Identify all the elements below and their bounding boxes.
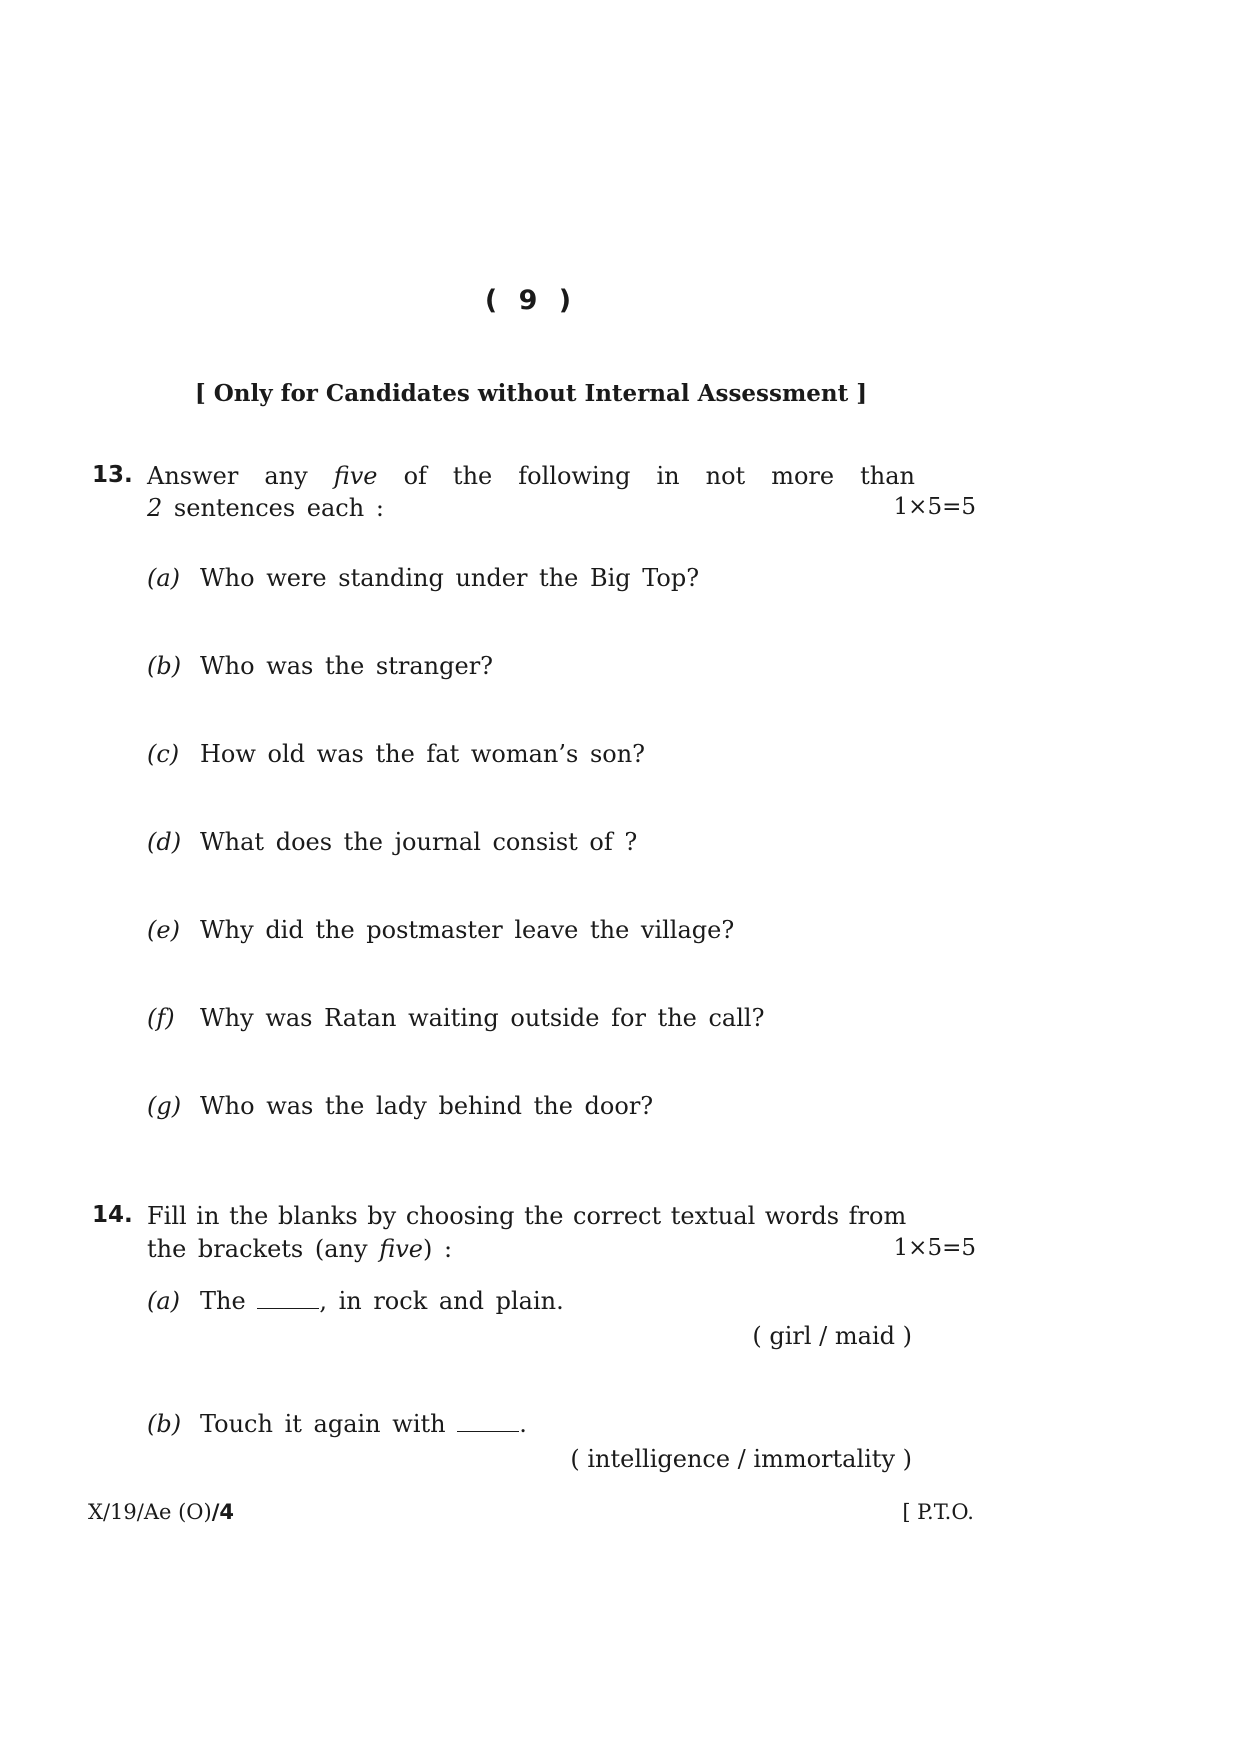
question-13-line-1: Answer any five of the following in not more than xyxy=(147,462,916,490)
q14-item-b-options: ( intelligence / immortality ) xyxy=(570,1445,912,1473)
q14-item-b-label: (b) xyxy=(147,1410,182,1438)
q13-item-d-text: What does the journal consist of ? xyxy=(200,828,638,856)
question-13-line-2: 2 sentences each : xyxy=(147,494,384,522)
question-13-marks: 1×5=5 xyxy=(893,494,976,520)
q13-item-a-label: (a) xyxy=(147,564,181,592)
page-number: ( 9 ) xyxy=(484,285,578,316)
q13-item-f-text: Why was Ratan waiting outside for the call? xyxy=(200,1004,765,1032)
q13-item-c-label: (c) xyxy=(147,740,180,768)
q14-item-a-options: ( girl / maid ) xyxy=(752,1322,912,1350)
q13-item-b-text: Who was the stranger? xyxy=(200,652,494,680)
paper-code: X/19/Ae (O)/4 xyxy=(88,1500,234,1524)
q13-item-g-text: Who was the lady behind the door? xyxy=(200,1092,654,1120)
answer-blank xyxy=(257,1290,319,1309)
q13-item-e-label: (e) xyxy=(147,916,180,944)
q13-item-c-text: How old was the fat woman’s son? xyxy=(200,740,646,768)
q13-item-b-label: (b) xyxy=(147,652,182,680)
q13-item-a-text: Who were standing under the Big Top? xyxy=(200,564,700,592)
q13-item-e-text: Why did the postmaster leave the village? xyxy=(200,916,735,944)
answer-blank xyxy=(457,1413,519,1432)
pto-note: [ P.T.O. xyxy=(902,1500,974,1524)
question-14-line-2: the brackets (any five) : xyxy=(147,1235,453,1263)
question-14-line-1: Fill in the blanks by choosing the correct textual words from xyxy=(147,1202,907,1230)
section-note: [ Only for Candidates without Internal Assessment ] xyxy=(194,380,868,407)
question-14-number: 14. xyxy=(92,1202,133,1228)
q13-item-f-label: (f) xyxy=(147,1004,175,1032)
q14-item-b-text: Touch it again with . xyxy=(200,1410,527,1438)
q14-item-a-text: The , in rock and plain. xyxy=(200,1287,564,1315)
q13-item-g-label: (g) xyxy=(147,1092,182,1120)
question-14-marks: 1×5=5 xyxy=(893,1235,976,1261)
question-13-number: 13. xyxy=(92,462,133,488)
q14-item-a-label: (a) xyxy=(147,1287,181,1315)
q13-item-d-label: (d) xyxy=(147,828,182,856)
